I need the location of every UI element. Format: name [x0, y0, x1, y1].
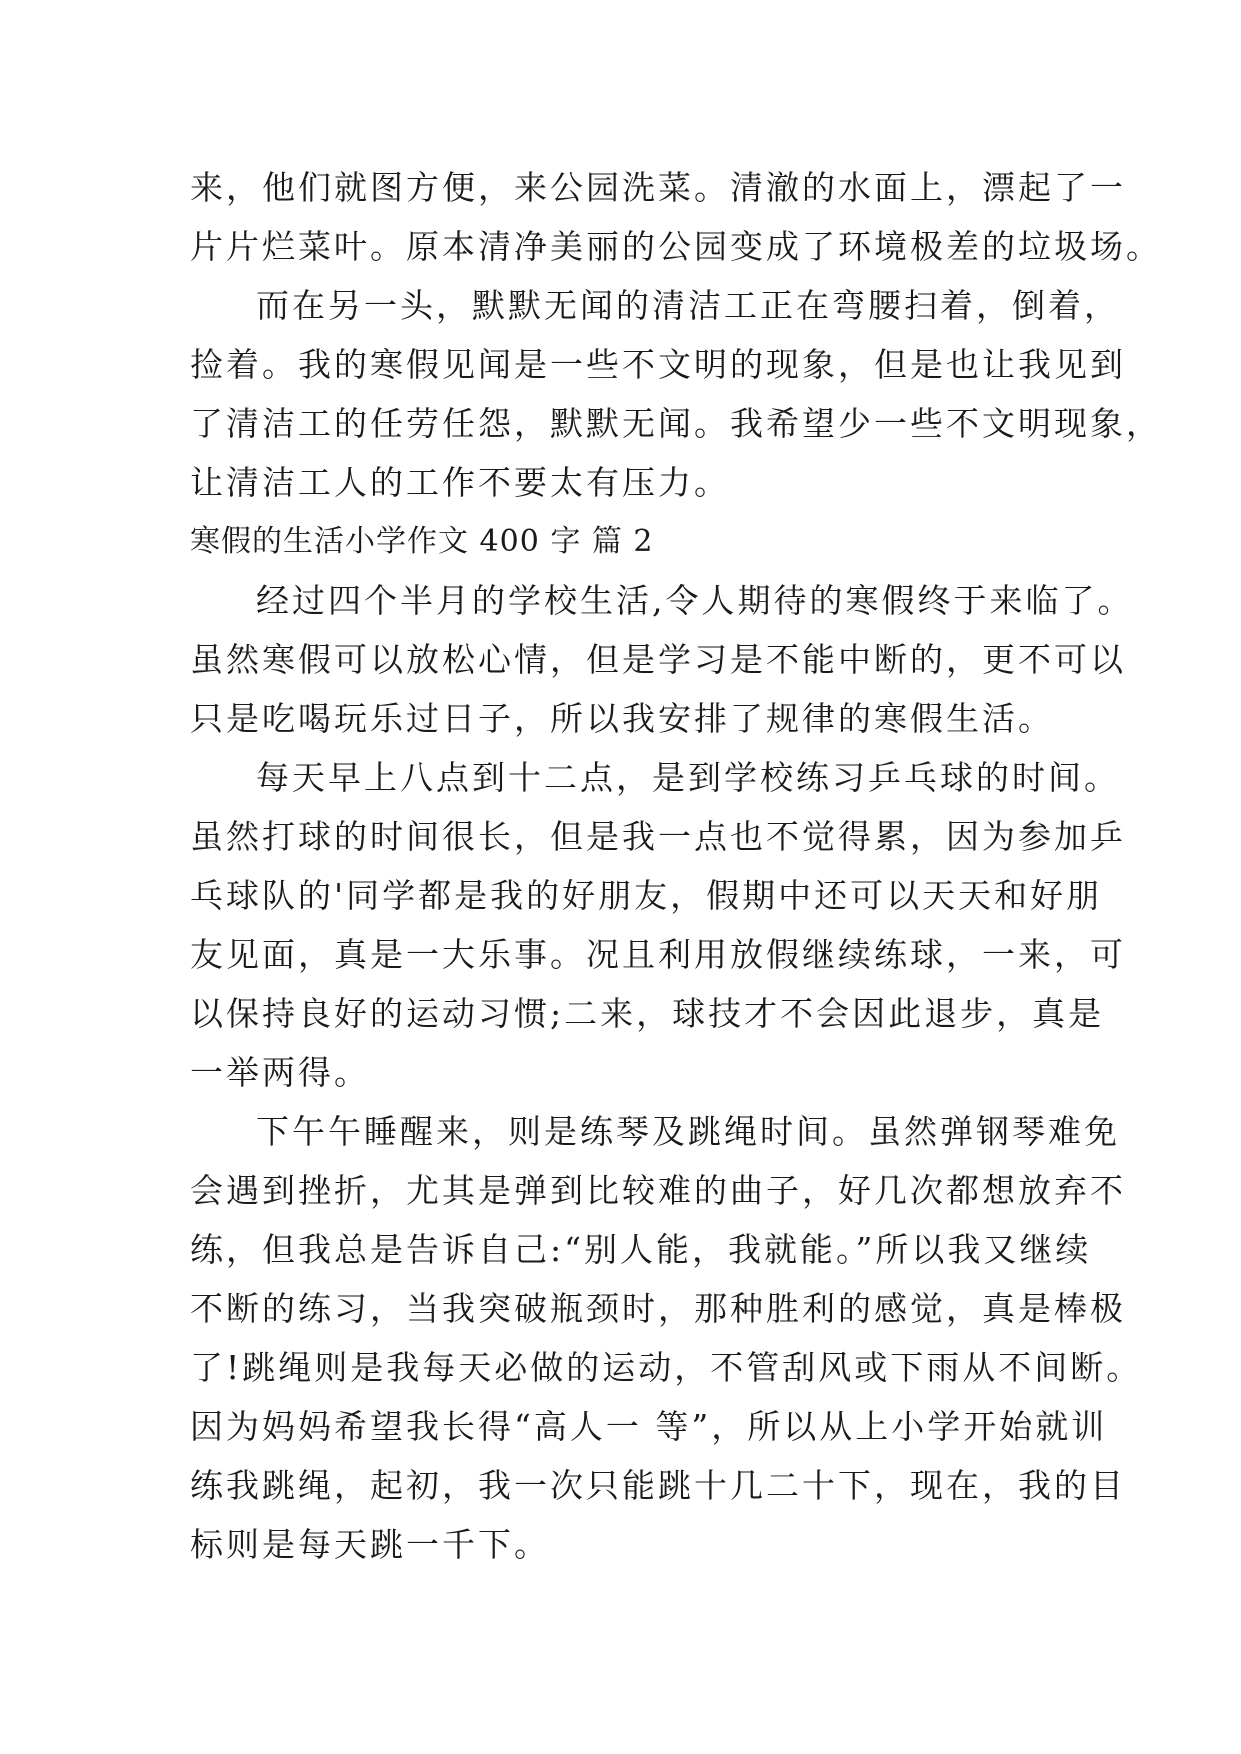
text-line: 虽然打球的时间很长，但是我一点也不觉得累，因为参加乒 — [190, 817, 1126, 856]
text-line: 标则是每天跳一千下。 — [190, 1525, 550, 1564]
text-line: 因为妈妈希望我长得“高人一 等”，所以从上小学开始就训 — [190, 1407, 1108, 1446]
text-line: 练我跳绳，起初，我一次只能跳十几二十下，现在，我的目 — [190, 1466, 1126, 1505]
text-line: 不断的练习，当我突破瓶颈时，那种胜利的感觉，真是棒极 — [190, 1289, 1126, 1328]
paragraph-start-line: 经过四个半月的学校生活,令人期待的寒假终于来临了。 — [256, 581, 1134, 620]
text-line: 片片烂菜叶。原本清净美丽的公园变成了环境极差的垃圾场。 — [190, 227, 1162, 266]
essay-body — [190, 158, 1162, 1574]
section-heading: 寒假的生活小学作文 400 字 篇 2 — [190, 524, 654, 559]
text-line: 虽然寒假可以放松心情，但是学习是不能中断的，更不可以 — [190, 640, 1126, 679]
text-line: 只是吃喝玩乐过日子，所以我安排了规律的寒假生活。 — [190, 699, 1054, 738]
text-line: 会遇到挫折，尤其是弹到比较难的曲子，好几次都想放弃不 — [190, 1171, 1126, 1210]
text-line: 以保持良好的运动习惯;二来，球技才不会因此退步，真是 — [190, 994, 1105, 1033]
paragraph-start-line: 下午午睡醒来，则是练琴及跳绳时间。虽然弹钢琴难免 — [256, 1112, 1120, 1151]
text-line: 友见面，真是一大乐事。况且利用放假继续练球，一来，可 — [190, 935, 1126, 974]
text-line: 了!跳绳则是我每天必做的运动，不管刮风或下雨从不间断。 — [190, 1348, 1143, 1387]
paragraph-start-line: 而在另一头，默默无闻的清洁工正在弯腰扫着，倒着， — [256, 286, 1120, 325]
text-line: 乓球队的'同学都是我的好朋友，假期中还可以天天和好朋 — [190, 876, 1103, 915]
text-line: 了清洁工的任劳任怨，默默无闻。我希望少一些不文明现象， — [190, 404, 1162, 443]
text-line: 捡着。我的寒假见闻是一些不文明的现象，但是也让我见到 — [190, 345, 1126, 384]
text-line: 一举两得。 — [190, 1053, 370, 1092]
text-line: 来，他们就图方便，来公园洗菜。清澈的水面上，漂起了一 — [190, 168, 1126, 207]
text-line: 让清洁工人的工作不要太有压力。 — [190, 463, 730, 502]
text-line: 练，但我总是告诉自己:“别人能，我就能。”所以我又继续 — [190, 1230, 1092, 1269]
paragraph-start-line: 每天早上八点到十二点，是到学校练习乒乓球的时间。 — [256, 758, 1120, 797]
